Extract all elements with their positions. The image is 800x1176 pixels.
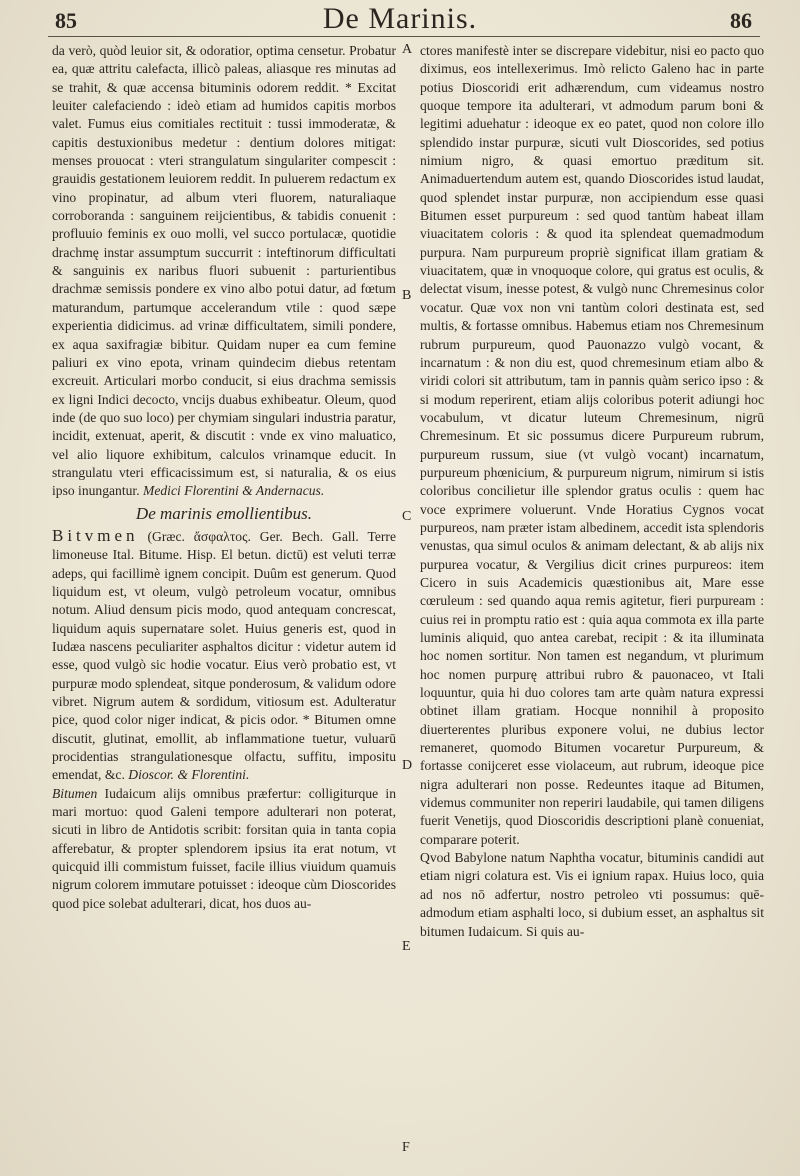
page-number-right: 86: [730, 8, 752, 33]
left-paragraph-2: [52, 527, 396, 785]
margin-letter-a: A: [402, 42, 413, 57]
left-paragraph-3-text: Iudaicum alijs omnibus præfertur: colligiturque in mari mortuo: quod Galeni tempore adulterari non poterat, sicuti in libro de Antidotis scribit: forsitan quia in tanta copia afferebatur, & propter splendorem ipsius ita erat notum, vt quicquid illi commistum fuisset, facile illius viuidum quamuis nigrum colorem immutare potuisset : ideoque cùm Dioscorides quod pice solebat adulterari, dicat, hos duos au-: [52, 785, 396, 911]
left-paragraph-2-text: (Græc. ἄσφαλτος. Ger. Bech. Gall. Terre limoneuse Ital. Bitume. Hisp. El betun. dictū) est veluti terræ adeps, qui facillimè ignem concipit. Duûm est generum. Quod liquidum est, vt oleum, vulgò petroleum vocatur, omnibus notum. Aliud densum picis modo, quod antequam concrescat, liquidum aquis supernatare solet. Huius generis est, quod in Iudæa nascens peculiariter asphaltos dicitur : videtur autem id esse, quod vulgò sic hodie vocatur. Eius verò probatio est, vt purpuræ modo splendeat, sitque ponderosum, & validum odore vibret. Nigrum autem & sordidum, vitiosum est. Adulteratur pice, quod color niger indicat, & picis odor. * Bitumen omne discutit, glutinat, emollit, ab inflammatione tuetur, vuluarū procidentias strangulationesque olfactu, suffitu, impositu emendat, &c.: [52, 528, 396, 783]
marginal-section-letters: [398, 42, 420, 1155]
left-paragraph-1-citation: Medici Florentini & Andernacus.: [143, 483, 325, 499]
margin-letter-b: B: [402, 288, 412, 303]
header-rule: [48, 36, 760, 37]
page-number-left: 85: [55, 8, 77, 33]
right-paragraph-2: Qvod Babylone natum Naphtha vocatur, bituminis candidi aut etiam nigri colatura est. Vis ei ignium rapax. Huius loco, quia ad nos nō adfertur, nostro petroleo vti possumus: quē- admodum etiam asphalti loco, si dubium esset, an asphaltus sit bitumen Iudaicum. Si quis au-: [420, 850, 764, 939]
right-column: [420, 42, 764, 1152]
margin-letter-f: F: [402, 1140, 410, 1155]
margin-letter-e: E: [402, 939, 411, 954]
margin-letter-c: C: [402, 509, 412, 524]
left-column: [52, 42, 396, 1152]
bitumen-lead-word: Bitvmen: [52, 525, 139, 545]
left-paragraph-3: [52, 785, 396, 913]
right-paragraph-1: ctores manifestè inter se discrepare videbitur, nisi eo pacto quo diximus, eos intellexerimus. Imò relicto Galeno hac in parte potius Dioscoridi erit adhærendum, cum videamus nostro quoque tempore ita adulterari, vt admodum parum boni & legitimi aduehatur : ideoque ex eo patet, quod non colore illo splendido instar purpuræ, sicuti vult Dioscorides, sed potius nimium nigro, & quasi emortuo præditum sit. Animaduertendum autem est, quando Dioscorides istud laudat, quod splendet instar purpuræ, non accipiendum esse quasi Bitumen esset purpureum : sed quod tantùm habeat illam viuacitatem coloris : & quod ita splendeat quemadmodum purpura. Nam purpureum propriè significat illam gratiam & viuacitatem, quæ in vnoquoque colore, qui gratus est oculis, & delectat visum, inesse potest, & vulgò nunc Chremesinus color vocatur. Quæ vox non vni tantùm colori destinata est, sed multis, & fortasse omnibus. Habemus etiam nos Chremesinum rubrum purpureum, quod Pauonazzo vulgò vocant, & incarnatum : & non diu est, quod chremesinum etiam albo & viridi colori sit attributum, tam in pannis quàm serico ipso : & si modum reperirent, etiam alijs coloribus poterit adiungi hoc vocabulum, vt dicatur luteum Chremesinum, nigrū Chremesinum. Et sic possumus dicere Purpureum rubrum, purpureum russum, siue (vt vulgò vocant) incarnatum, purpureum phœnicium, & purpureum nigrum, nimirum si istis coloribus concilietur ille splendor gratus oculis : quem hac voce exprimere voluerunt. Vnde Horatius Cygnos vocat purpureos, nam præter istam albedinem, accedit ista splendoris venustas, qua simul oculos & animam delectant, & ab alijs nix purpurea vocatur, & Vergilius dicit crines purpureos: item Cicero in suis Academicis quæstionibus ait, Mare esse cœruleum : sed quando aqua remis agitetur, fieri purpuream : cuius rei in promptu ratio est : quia aqua commota ex illa parte luminis aliquid, quo antea carebat, recipit : & ita illuminata hoc nomen sortitur. Non tamen est negandum, vt plurimum hoc nomen purpurę attribui rubro & pauonaceo, vt Itali loquuntur, quia hi duo colores tam arte quàm natura expressi obtinet illam gratiam. Hocque nonnihil à proposito diuerterentes pluribus exponere volui, ne dubius lector remaneret, quomodo Bitumen vocaretur Purpureum, & fortasse conijceret esse violaceum, aut rubrum, ideoque pice nigra adulterari non posse. Redeuntes itaque ad Bitumen, videmus communiter non reperiri laudabile, qui tamen diligens fuerit Venetijs, quod Dioscoridis descriptioni planè conueniat, comparare poterit.: [420, 43, 764, 847]
left-paragraph-2-citation: Dioscor. & Florentini.: [128, 767, 250, 783]
left-paragraph-1-text: da verò, quòd leuior sit, & odoratior, optima censetur. Probatur ea, quæ attritu calefacta, illicò paleas, aliasque res minutas ad se trahit, & quæ accensa bituminis odorem reddit. * Excitat leuiter calefaciendo : ideò etiam ad humidos capitis morbos valet. Fumus eius comitiales rectituit : tussi immoderatæ, & capitis destuxionibus medetur : dentium dolores mitigat: menses prouocat : vteri strangulatum singulariter compescit : grauidis gestationem leuiorem reddit. In puluerem redactum ex vino propinatur, ad album vteri fluorem, naturaliaque corroboranda : sanguinem reijcientibus, & tabidis conuenit : profluuio feminis ex ouo molli, vel succo portulacæ, quotidie drachmę instar assumptum succurrit : inteftinorum difficultati & sanguinis ex naribus fluori subuenit : parturientibus drachmæ semissis pondere ex vino albo potui datur, ad fœtum maturandum, partumque accelerandum vtile : quod sæpe experientia didicimus. ad vrinæ difficultatem, simili pondere, ex aqua saxifragiæ bibitur. Quidam nuper ea cum femine paliuri ex vino epota, vrinam quindecim diebus retentam excreuit. Articulari morbo conducit, si eius drachma semissis ex ligni Indici decocto, vncijs duabus exhibeatur. Oleum, quod inde (de quo suo loco) per chymiam singulari industria paratur, incidit, extenuat, aperit, & discutit : vnde ex vino maluatico, vel alio liquore exhibitum, calculos vrinamque educit. In strangulatu vteri efficacissimum est, si naturalia, & os eius ipso inungantur.: [52, 43, 396, 499]
left-paragraph-1: [52, 42, 396, 501]
section-heading: De marinis emollientibus.: [135, 503, 313, 523]
running-title: De Marinis.: [322, 2, 478, 35]
left-paragraph-3-lead: Bitumen: [52, 785, 98, 801]
running-header: [0, 0, 800, 34]
margin-letter-d: D: [402, 758, 413, 773]
